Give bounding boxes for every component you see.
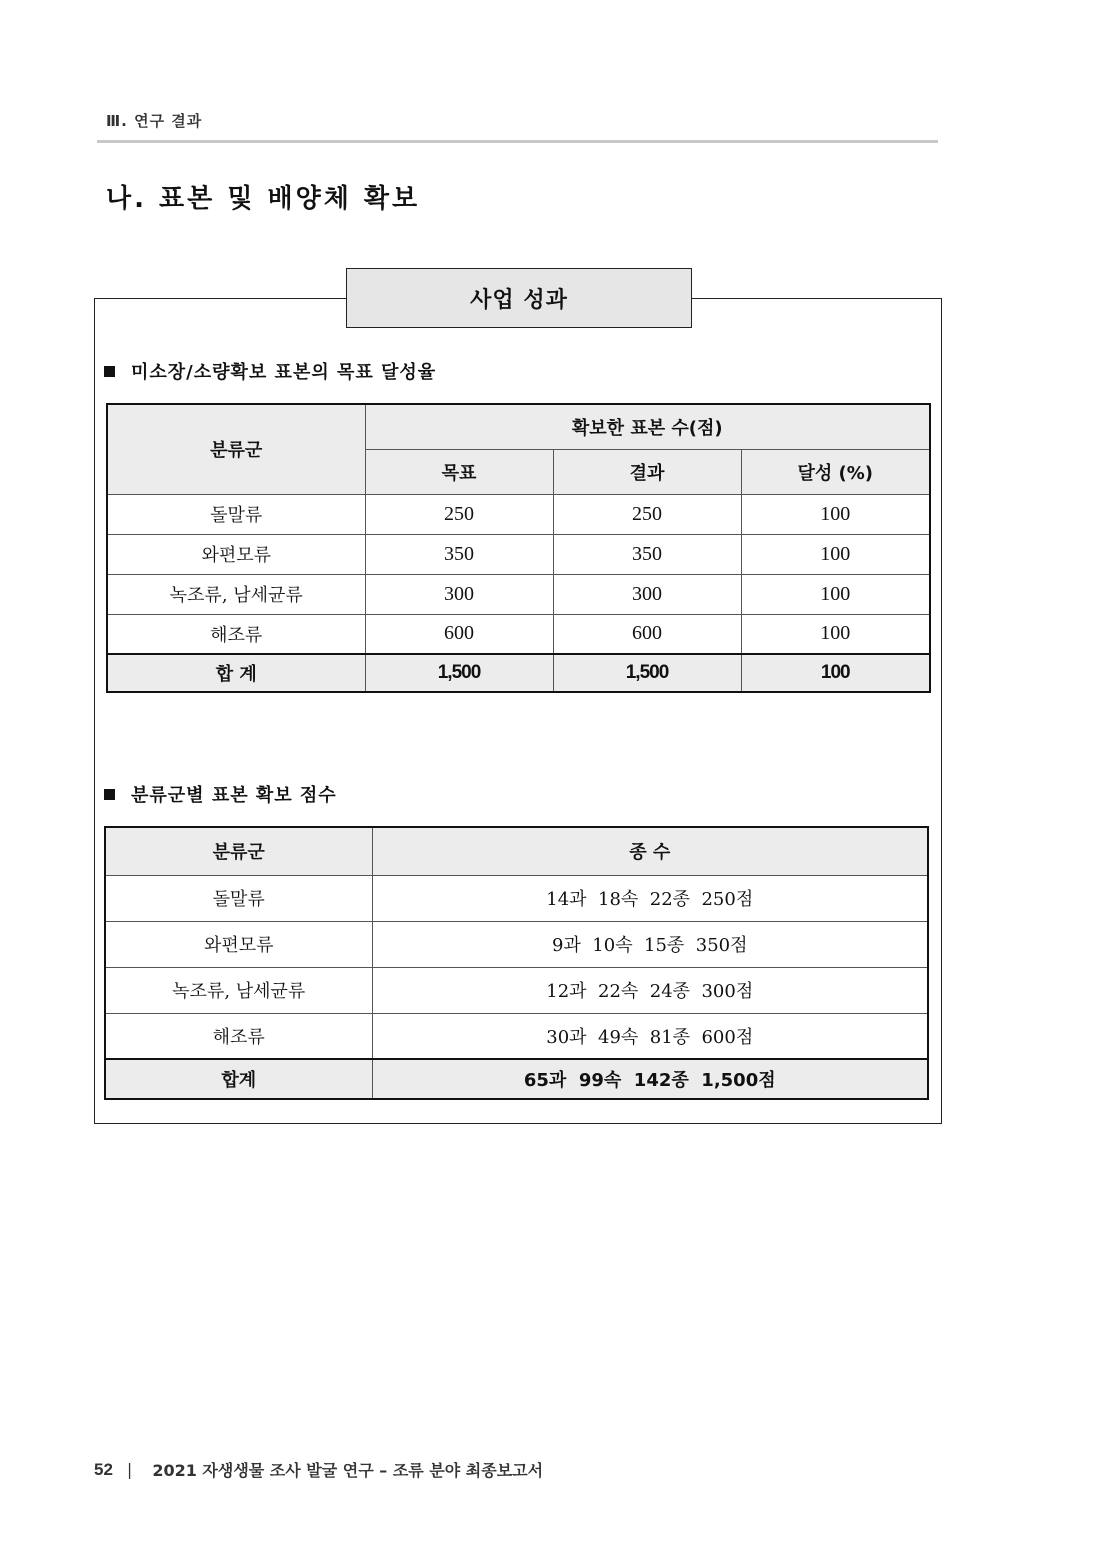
cell-group: 와편모류	[105, 921, 372, 967]
cell-count: 12과 22속 24종 300점	[372, 967, 928, 1013]
cell-total-label: 합 계	[107, 654, 365, 692]
cell-total-rate: 100	[741, 654, 930, 692]
cell-total-label: 합계	[105, 1059, 372, 1099]
taxa-count-table	[104, 826, 929, 1100]
page-footer	[94, 1458, 543, 1481]
table1-subhead	[104, 358, 436, 384]
table1-subhead-label: 미소장/소량확보 표본의 목표 달성율	[131, 362, 437, 383]
table-row	[105, 921, 928, 967]
cell-group: 돌말류	[107, 494, 365, 534]
cell-count: 30과 49속 81종 600점	[372, 1013, 928, 1059]
cell-rate: 100	[741, 614, 930, 654]
cell-group: 해조류	[107, 614, 365, 654]
cell-target: 300	[365, 574, 553, 614]
cell-count: 14과 18속 22종 250점	[372, 875, 928, 921]
cell-group: 돌말류	[105, 875, 372, 921]
table2-subhead-label: 분류군별 표본 확보 점수	[131, 785, 337, 806]
table-row	[107, 614, 930, 654]
section-title: 나. 표본 및 배양체 확보	[106, 184, 421, 214]
bullet-square-icon	[104, 789, 115, 800]
table-row	[107, 494, 930, 534]
cell-rate: 100	[741, 494, 930, 534]
running-head: Ⅲ. 연구 결과	[106, 112, 203, 130]
table-row	[107, 574, 930, 614]
cell-group: 녹조류, 남세균류	[105, 967, 372, 1013]
cell-result: 350	[553, 534, 741, 574]
table-row	[105, 1013, 928, 1059]
table-row	[105, 875, 928, 921]
header-group: 분류군	[107, 404, 365, 494]
cell-total-target: 1,500	[365, 654, 553, 692]
table2-subhead	[104, 781, 337, 807]
cell-rate: 100	[741, 574, 930, 614]
header-divider	[97, 140, 938, 143]
cell-rate: 100	[741, 534, 930, 574]
table-header-row	[105, 827, 928, 875]
table-header-row	[107, 404, 930, 449]
achievement-table	[106, 403, 931, 693]
cell-target: 350	[365, 534, 553, 574]
cell-group: 해조류	[105, 1013, 372, 1059]
report-title: 2021 자생생물 조사 발굴 연구 – 조류 분야 최종보고서	[152, 1461, 544, 1480]
table-row	[107, 534, 930, 574]
header-result: 결과	[553, 449, 741, 494]
cell-count: 9과 10속 15종 350점	[372, 921, 928, 967]
header-count: 종 수	[372, 827, 928, 875]
results-box-title: 사업 성과	[346, 268, 692, 328]
cell-total-count: 65과 99속 142종 1,500점	[372, 1059, 928, 1099]
header-target: 목표	[365, 449, 553, 494]
cell-target: 600	[365, 614, 553, 654]
cell-result: 300	[553, 574, 741, 614]
page-number: 52	[94, 1459, 113, 1479]
bullet-square-icon	[104, 366, 115, 377]
cell-total-result: 1,500	[553, 654, 741, 692]
cell-group: 와편모류	[107, 534, 365, 574]
cell-result: 250	[553, 494, 741, 534]
table-row	[105, 967, 928, 1013]
cell-result: 600	[553, 614, 741, 654]
table-total-row	[105, 1059, 928, 1099]
table-total-row	[107, 654, 930, 692]
cell-group: 녹조류, 남세균류	[107, 574, 365, 614]
header-span: 확보한 표본 수(점)	[365, 404, 930, 449]
cell-target: 250	[365, 494, 553, 534]
header-rate: 달성 (%)	[741, 449, 930, 494]
footer-separator: |	[126, 1460, 133, 1479]
header-group: 분류군	[105, 827, 372, 875]
